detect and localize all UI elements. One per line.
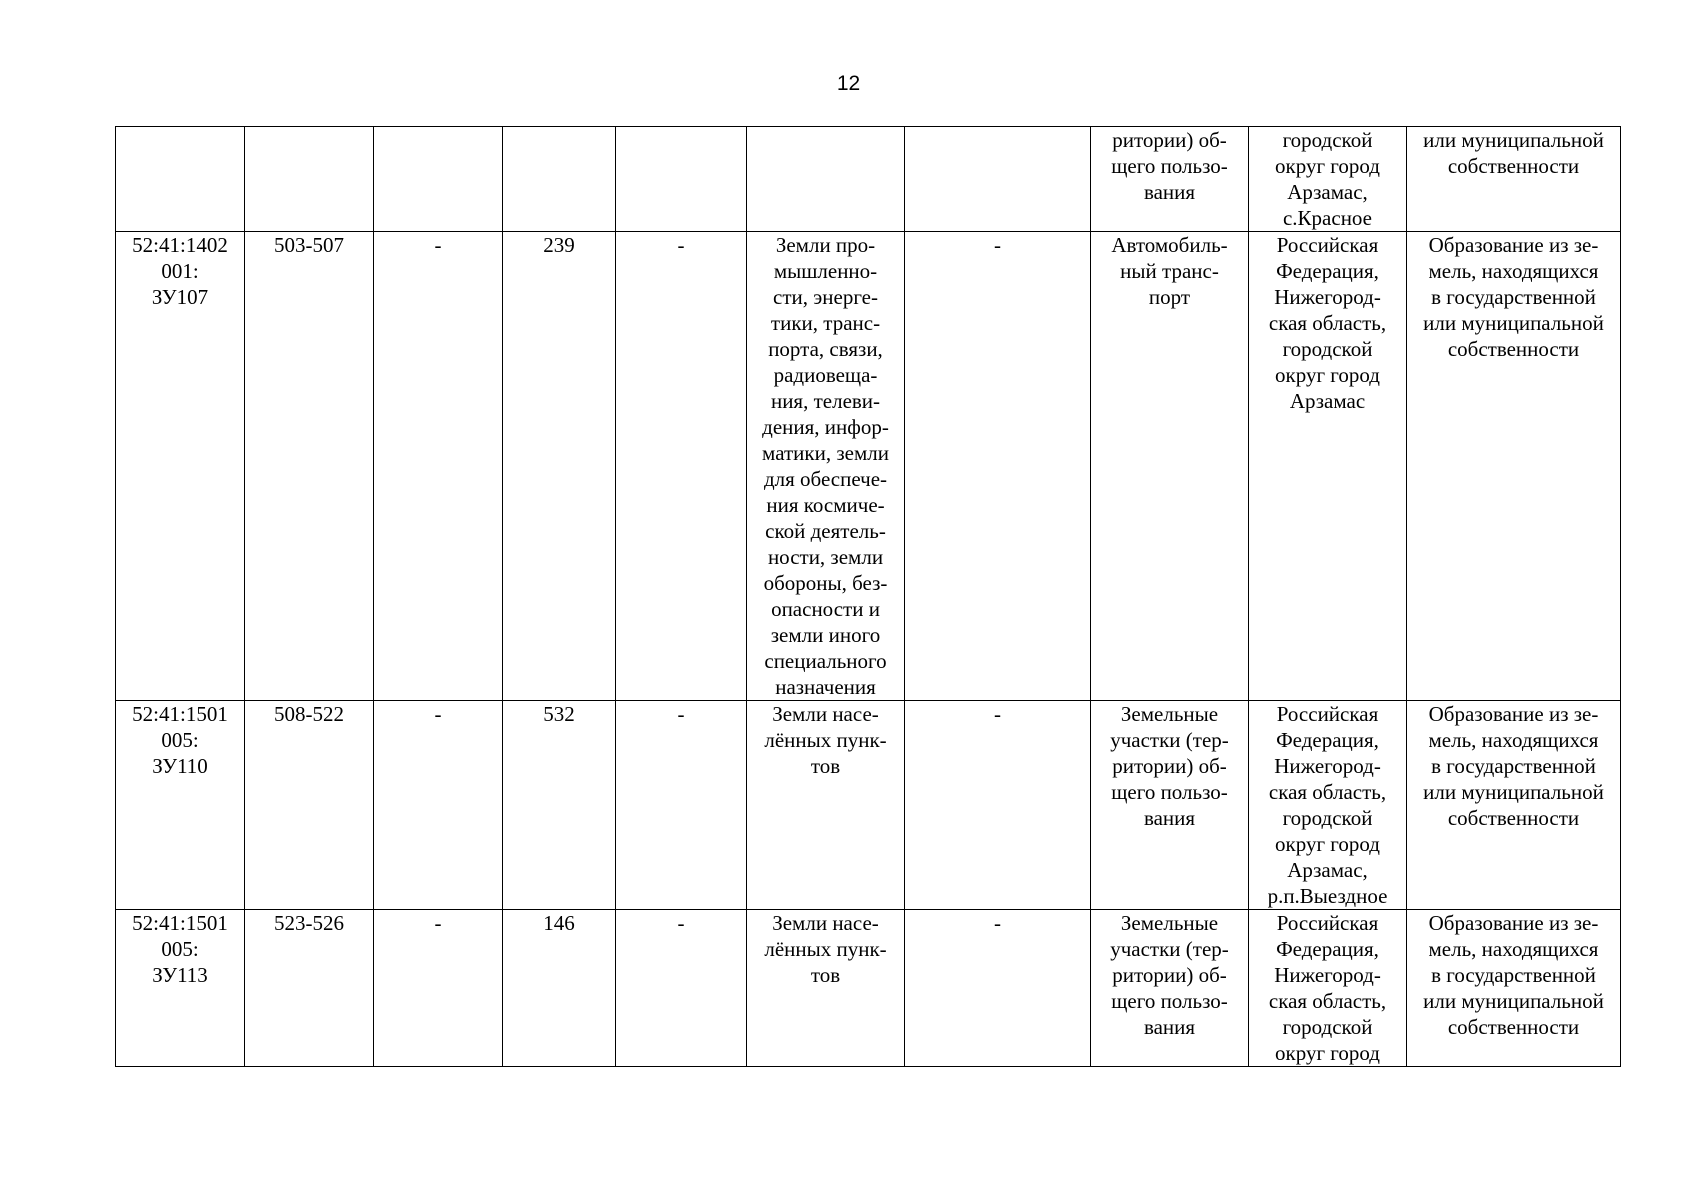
table-cell-location: Российская Федерация, Нижегород- ская область, городской округ город — [1249, 910, 1407, 1067]
table-cell-formation-method: Образование из зе- мель, находящихся в государственной или муниципальной собственности — [1407, 910, 1621, 1067]
table-cell-cadastral-number: 52:41:1501 005: ЗУ113 — [116, 910, 245, 1067]
table-cell: - — [374, 910, 503, 1067]
table-cell — [374, 127, 503, 232]
land-plot-table — [115, 126, 1621, 1067]
table-cell: - — [374, 701, 503, 910]
table-cell: - — [374, 232, 503, 701]
table-cell-area — [503, 127, 616, 232]
table-row — [116, 701, 1621, 910]
table-cell-cadastral-number — [116, 127, 245, 232]
page-number: 12 — [836, 72, 861, 95]
table-cell: - — [905, 232, 1091, 701]
table-cell-area: 532 — [503, 701, 616, 910]
table-row — [116, 232, 1621, 701]
table-cell-land-category: Земли насе- лённых пунк- тов — [747, 910, 905, 1067]
table-cell-formation-method: Образование из зе- мель, находящихся в государственной или муниципальной собственности — [1407, 232, 1621, 701]
table-cell-land-category — [747, 127, 905, 232]
table-cell-land-category: Земли насе- лённых пунк- тов — [747, 701, 905, 910]
table-cell: - — [905, 910, 1091, 1067]
table-cell-point-numbers — [245, 127, 374, 232]
table-cell: - — [616, 701, 747, 910]
table-cell — [616, 127, 747, 232]
table-cell-permitted-use: Земельные участки (тер- ритории) об- щего пользо- вания — [1091, 701, 1249, 910]
table-cell-area: 239 — [503, 232, 616, 701]
table-cell-cadastral-number: 52:41:1402 001: ЗУ107 — [116, 232, 245, 701]
table-cell: - — [616, 910, 747, 1067]
table-cell-point-numbers: 523-526 — [245, 910, 374, 1067]
table-cell-permitted-use: ритории) об- щего пользо- вания — [1091, 127, 1249, 232]
table-cell: - — [616, 232, 747, 701]
table-cell-location: городской округ город Арзамас, с.Красное — [1249, 127, 1407, 232]
table-cell-land-category: Земли про- мышленно- сти, энерге- тики, транс- порта, связи, радиовеща- ния, телеви- дения, инфор- матики, земли для обеспече- ния космиче- ской деятель- ности, земли обороны, без- опасности и земли иного специального назначения — [747, 232, 905, 701]
table-row — [116, 910, 1621, 1067]
table-cell-location: Российская Федерация, Нижегород- ская область, городской округ город Арзамас — [1249, 232, 1407, 701]
table-cell — [905, 127, 1091, 232]
table-cell-formation-method: Образование из зе- мель, находящихся в государственной или муниципальной собственности — [1407, 701, 1621, 910]
table-cell-point-numbers: 503-507 — [245, 232, 374, 701]
table-row — [116, 127, 1621, 232]
table-cell-formation-method: или муниципальной собственности — [1407, 127, 1621, 232]
table-cell-permitted-use: Автомобиль- ный транс- порт — [1091, 232, 1249, 701]
table-cell-point-numbers: 508-522 — [245, 701, 374, 910]
table-cell-permitted-use: Земельные участки (тер- ритории) об- щего пользо- вания — [1091, 910, 1249, 1067]
table-cell-location: Российская Федерация, Нижегород- ская область, городской округ город Арзамас, р.п.Выездное — [1249, 701, 1407, 910]
table-cell: - — [905, 701, 1091, 910]
table-cell-area: 146 — [503, 910, 616, 1067]
table-cell-cadastral-number: 52:41:1501 005: ЗУ110 — [116, 701, 245, 910]
